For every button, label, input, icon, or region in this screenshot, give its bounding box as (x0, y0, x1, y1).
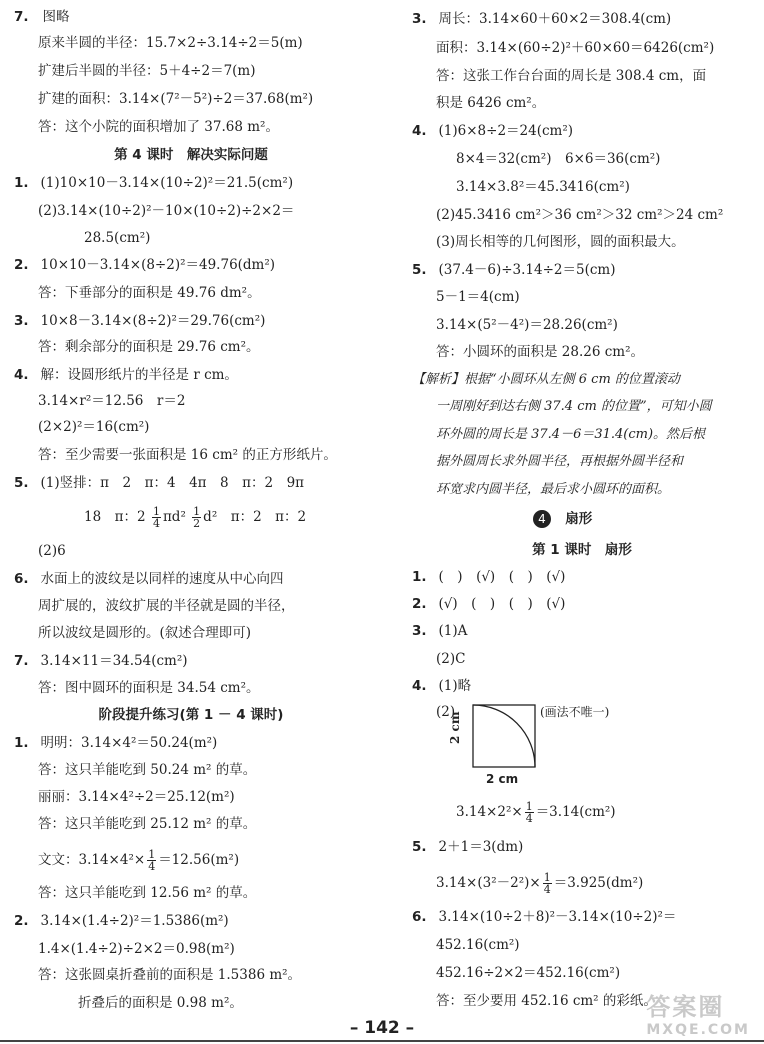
page-number: – 142 – (349, 1018, 415, 1038)
answer-line: 水面上的波纹是以同样的速度从中心向四 (40, 571, 284, 587)
answer-line: (2)6 (38, 543, 66, 559)
answer-line: 10×8－3.14×(8÷2)²＝29.76(cm²) (40, 313, 266, 329)
item-number: 3. (14, 313, 29, 329)
answer-line: 28.5(cm²) (84, 230, 151, 246)
section-heading: 阶段提升练习(第 1 － 4 课时) (98, 707, 284, 723)
square-outline (473, 705, 535, 767)
answer-line: (1)6×8÷2＝24(cm²) (438, 123, 574, 139)
item-number: 7. (14, 653, 29, 669)
item-number: 1. (412, 569, 427, 585)
answer-line: 答：至少需要一张面积是 16 cm² 的正方形纸片。 (38, 447, 337, 463)
answer-line: ( ) (√) ( ) (√) (438, 569, 566, 585)
item-number: 4. (412, 678, 427, 694)
watermark: 答案圈 MXQE.COM (646, 993, 750, 1038)
answer-line: 所以波纹是圆形的。(叙述合理即可) (38, 625, 252, 641)
answer-line: 452.16÷2×2＝452.16(cm²) (436, 965, 621, 981)
item-number: 2. (14, 257, 29, 273)
answer-line: 答：这只羊能吃到 50.24 m² 的草。 (38, 762, 257, 778)
answer-line: 3.14×3.8²＝45.3416(cm²) (456, 179, 630, 195)
item-number: 3. (412, 11, 427, 27)
answer-line: 452.16(cm²) (436, 937, 520, 953)
item-number: 6. (14, 571, 29, 587)
answer-line: 答：这只羊能吃到 12.56 m² 的草。 (38, 885, 257, 901)
answer-line: 面积：3.14×(60÷2)²＋60×60＝6426(cm²) (436, 40, 715, 56)
section-heading: 第 1 课时 扇形 (532, 542, 632, 558)
answer-line: 5－1＝4(cm) (436, 289, 520, 305)
answer-line: 3.14×2²× $\frac{1}{4}$ ＝3.14(cm²) (456, 800, 616, 825)
answer-line: 图略 (42, 9, 70, 25)
answer-line: (√) ( ) ( ) (√) (438, 596, 566, 612)
answer-line: 原来半圆的半径：15.7×2÷3.14÷2＝5(m) (38, 35, 303, 51)
answer-line: (2)C (436, 651, 466, 667)
answer-line: 答：图中圆环的面积是 34.54 cm²。 (38, 680, 260, 696)
answer-line: 3.14×(3²－2²)× $\frac{1}{4}$ ＝3.925(dm²) (436, 871, 644, 896)
item-number: 2. (412, 596, 427, 612)
answer-line: 答：剩余部分的面积是 29.76 cm²。 (38, 339, 260, 355)
answer-line: 文文：3.14×4²× $\frac{1}{4}$ ＝12.56(m²) (38, 848, 240, 873)
answer-line: 3.14×(1.4÷2)²＝1.5386(m²) (40, 913, 229, 929)
item-number: 1. (14, 175, 29, 191)
footer-rule (0, 1040, 764, 1042)
item-number: 2. (14, 913, 29, 929)
answer-line: (1)竖排：π 2 π：4 4π 8 π：2 9π (40, 475, 305, 491)
answer-line: 扩建的面积：3.14×(7²－5²)÷2＝37.68(m²) (38, 91, 314, 107)
answer-line: (2)3.14×(10÷2)²－10×(10÷2)÷2×2＝ (38, 203, 295, 219)
item-number: 5. (14, 475, 29, 491)
answer-line: (1)10×10－3.14×(10÷2)²＝21.5(cm²) (40, 175, 294, 191)
analysis-line: 一周刚好到达右侧 37.4 cm 的位置”，可知小圆 (436, 399, 712, 414)
answer-line: 周长：3.14×60＋60×2＝308.4(cm) (438, 11, 672, 27)
section-heading: 第 4 课时 解决实际问题 (114, 147, 268, 163)
answer-line: (37.4－6)÷3.14÷2＝5(cm) (438, 262, 616, 278)
answer-line: 丽丽：3.14×4²÷2＝25.12(m²) (38, 789, 235, 805)
fraction: $\frac{1}{4}$ (525, 800, 533, 825)
answer-line: 1.4×(1.4÷2)÷2×2＝0.98(m²) (38, 941, 235, 957)
answer-line: (1)略 (438, 678, 472, 694)
answer-line: 周扩展的，波纹扩展的半径就是圆的半径， (38, 598, 295, 614)
figure-bottom-label: 2 cm (486, 772, 519, 786)
answer-line: 解：设圆形纸片的半径是 r cm。 (40, 367, 238, 383)
answer-line: 积是 6426 cm²。 (436, 95, 546, 111)
answer-line: 答：至少要用 452.16 cm² 的彩纸。 (436, 993, 657, 1009)
answer-line: 3.14×11＝34.54(cm²) (40, 653, 188, 669)
answer-line: 折叠后的面积是 0.98 m²。 (78, 995, 243, 1011)
answer-line: 明明：3.14×4²＝50.24(m²) (40, 735, 218, 751)
answer-line: 答：这个小院的面积增加了 37.68 m²。 (38, 119, 279, 135)
unit-title: 4 扇形 (533, 510, 592, 528)
answer-line: (2) (436, 704, 456, 720)
answer-line: 8×4＝32(cm²) 6×6＝36(cm²) (456, 151, 661, 167)
sector-figure (472, 704, 536, 768)
analysis-line: 环宽求内圆半径，最后求小圆环的面积。 (436, 482, 671, 497)
fraction: $\frac{1}{4}$ (148, 848, 156, 873)
answer-line: 3.14×(5²－4²)＝28.26(cm²) (436, 317, 618, 333)
unit-number-badge: 4 (533, 510, 551, 528)
answer-line: 18 π：2 $\frac{1}{4}$ πd² $\frac{1}{2}$ d² π：2 π：2 (84, 505, 307, 530)
answer-line: 答：这张圆桌折叠前的面积是 1.5386 m²。 (38, 967, 302, 983)
fraction: $\frac{1}{2}$ (193, 505, 201, 530)
figure-side-label: 2 cm (448, 711, 462, 744)
answer-line: (1)A (438, 623, 468, 639)
answer-line: 扩建后半圆的半径：5＋4÷2＝7(m) (38, 63, 256, 79)
analysis-line: 【解析】根据“小圆环从左侧 6 cm 的位置滚动 (412, 372, 680, 387)
item-number: 7. (14, 9, 29, 25)
answer-line: (3)周长相等的几何图形，圆的面积最大。 (436, 234, 685, 250)
answer-line: 答：下垂部分的面积是 49.76 dm²。 (38, 285, 261, 301)
answer-line: (2×2)²＝16(cm²) (38, 419, 150, 435)
item-number: 5. (412, 839, 427, 855)
analysis-line: 据外圆周长求外圆半径，再根据外圆半径和 (436, 454, 684, 469)
answer-line: 2＋1＝3(dm) (438, 839, 524, 855)
item-number: 6. (412, 909, 427, 925)
item-number: 4. (412, 123, 427, 139)
analysis-line: 环外圆的周长是 37.4－6＝31.4(cm)。然后根 (436, 427, 706, 442)
answer-line: 3.14×r²＝12.56 r＝2 (38, 393, 186, 409)
answer-line: 答：这只羊能吃到 25.12 m² 的草。 (38, 816, 257, 832)
fraction: $\frac{1}{4}$ (152, 505, 160, 530)
figure-note: (画法不唯一) (540, 705, 610, 719)
item-number: 1. (14, 735, 29, 751)
fraction: $\frac{1}{4}$ (543, 871, 551, 896)
item-number: 5. (412, 262, 427, 278)
item-number: 4. (14, 367, 29, 383)
answer-line: 答：这张工作台台面的周长是 308.4 cm，面 (436, 68, 707, 84)
answer-line: 答：小圆环的面积是 28.26 cm²。 (436, 344, 645, 360)
answer-line: 10×10－3.14×(8÷2)²＝49.76(dm²) (40, 257, 276, 273)
answer-line: (2)45.3416 cm²＞36 cm²＞32 cm²＞24 cm² (436, 207, 724, 223)
item-number: 3. (412, 623, 427, 639)
answer-line: 3.14×(10÷2＋8)²－3.14×(10÷2)²＝ (438, 909, 677, 925)
sector-arc (473, 705, 535, 767)
